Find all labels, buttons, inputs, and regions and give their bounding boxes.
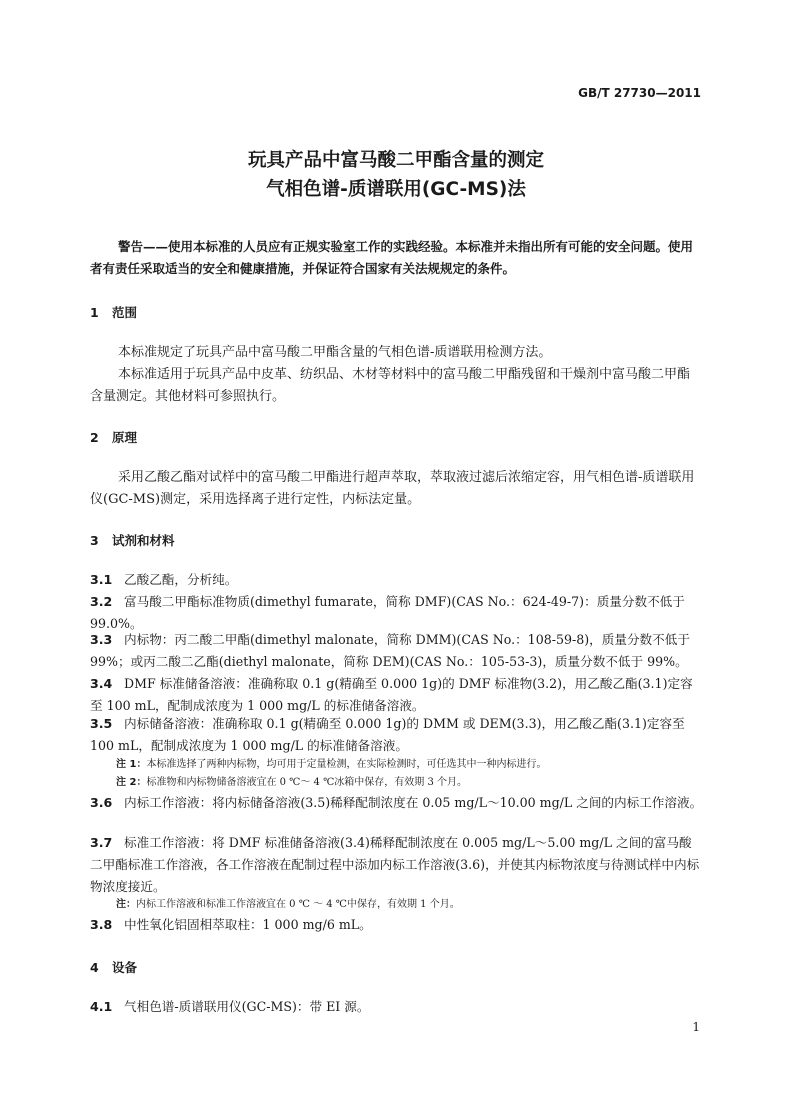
note-text: 标准物和内标物储备溶液宜在 0 ℃～ 4 ℃冰箱中保存，有效期 3 个月。 bbox=[146, 777, 467, 788]
section-1-heading bbox=[90, 303, 137, 321]
clause-text: 内标物：丙二酸二甲酯(dimethyl malonate，简称 DMM)(CAS No.：108-59-8)，质量分数不低于 99%；或丙二酸二乙酯(diethyl malonate，简称 DEM)(CAS No.：105-53-3)，质量分数不低于 99%。 bbox=[90, 632, 690, 669]
clause-number: 3.2 bbox=[90, 594, 113, 609]
clause-text: 标准工作溶液：将 DMF 标准储备溶液(3.4)稀释配制浓度在 0.005 mg/L～5.00 mg/L 之间的富马酸二甲酯标准工作溶液，各工作溶液在配制过程中添加内标工作溶液(3.6)，并使其内标物浓度与待测试样中内标物浓度接近。 bbox=[90, 835, 700, 894]
clause-number: 3.5 bbox=[90, 716, 113, 731]
note-text: 内标工作溶液和标准工作溶液宜在 0 ℃ ～ 4 ℃中保存，有效期 1 个月。 bbox=[136, 899, 460, 910]
note-2 bbox=[116, 774, 704, 792]
clause-text: 乙酸乙酯，分析纯。 bbox=[124, 572, 238, 587]
note-label: 注 1： bbox=[116, 759, 147, 770]
clause-3-6 bbox=[90, 792, 704, 814]
note-label: 注 2： bbox=[116, 777, 147, 788]
title-line-1: 玩具产品中富马酸二甲酯含量的测定 bbox=[247, 150, 544, 171]
section-title: 设备 bbox=[112, 960, 138, 975]
note-label: 注： bbox=[116, 899, 136, 910]
document-title bbox=[0, 146, 792, 204]
clause-number: 3.7 bbox=[90, 835, 113, 850]
title-line-2: 气相色谱-质谱联用(GC-MS)法 bbox=[266, 179, 526, 200]
scope-paragraph-1: 本标准规定了玩具产品中富马酸二甲酯含量的气相色谱-质谱联用检测方法。 bbox=[118, 345, 552, 360]
clause-number: 3.4 bbox=[90, 676, 113, 691]
clause-number: 3.3 bbox=[90, 632, 113, 647]
section-title: 范围 bbox=[112, 305, 138, 320]
clause-text: 内标工作溶液：将内标储备溶液(3.5)稀释配制浓度在 0.05 mg/L～10.00 mg/L 之间的内标工作溶液。 bbox=[124, 795, 703, 810]
clause-3-7 bbox=[90, 832, 704, 898]
clause-text: 气相色谱-质谱联用仪(GC-MS)：带 EI 源。 bbox=[124, 999, 370, 1014]
clause-3-5 bbox=[90, 713, 704, 757]
clause-3-4 bbox=[90, 673, 704, 717]
section-title: 试剂和材料 bbox=[112, 533, 175, 548]
section-number: 2 bbox=[90, 430, 99, 445]
section-number: 1 bbox=[90, 305, 99, 320]
section-3-heading bbox=[90, 531, 175, 549]
clause-text: DMF 标准储备溶液：准确称取 0.1 g(精确至 0.000 1g)的 DMF 标准物(3.2)，用乙酸乙酯(3.1)定容至 100 mL，配制成浓度为 1 000 mg/L 的标准储备溶液。 bbox=[90, 676, 693, 713]
section-2-heading bbox=[90, 428, 137, 446]
section-4-heading bbox=[90, 958, 137, 976]
clause-3-1 bbox=[90, 569, 704, 591]
principle-paragraph: 采用乙酸乙酯对试样中的富马酸二甲酯进行超声萃取，萃取液过滤后浓缩定容，用气相色谱-质谱联用仪(GC-MS)测定，采用选择离子进行定性，内标法定量。 bbox=[90, 470, 695, 507]
warning-paragraph: 警告——使用本标准的人员应有正规实验室工作的实践经验。本标准并未指出所有可能的安全问题。使用者有责任采取适当的安全和健康措施，并保证符合国家有关法规规定的条件。 bbox=[90, 239, 694, 276]
note-1 bbox=[116, 756, 704, 774]
clause-4-1 bbox=[90, 996, 704, 1018]
clause-text: 富马酸二甲酯标准物质(dimethyl fumarate，简称 DMF)(CAS No.：624-49-7)：质量分数不低于 99.0%。 bbox=[90, 594, 685, 631]
scope-paragraph-2: 本标准适用于玩具产品中皮革、纺织品、木材等材料中的富马酸二甲酯残留和干燥剂中富马酸二甲酯含量测定。其他材料可参照执行。 bbox=[90, 367, 691, 404]
clause-number: 3.8 bbox=[90, 917, 113, 932]
clause-3-3 bbox=[90, 629, 704, 673]
section-title: 原理 bbox=[112, 430, 138, 445]
note-text: 本标准选择了两种内标物，均可用于定量检测，在实际检测时，可任选其中一种内标进行。 bbox=[146, 759, 547, 770]
clause-number: 3.1 bbox=[90, 572, 113, 587]
section-number: 3 bbox=[90, 533, 99, 548]
clause-text: 中性氧化铝固相萃取柱：1 000 mg/6 mL。 bbox=[124, 917, 372, 932]
clause-3-8 bbox=[90, 914, 704, 936]
clause-number: 3.6 bbox=[90, 795, 113, 810]
clause-text: 内标储备溶液：准确称取 0.1 g(精确至 0.000 1g)的 DMM 或 DEM(3.3)，用乙酸乙酯(3.1)定容至 100 mL，配制成浓度为 1 000 mg/L 的标准储备溶液。 bbox=[90, 716, 685, 753]
note-3 bbox=[116, 896, 704, 914]
standard-code: GB/T 27730—2011 bbox=[578, 86, 701, 100]
section-number: 4 bbox=[90, 960, 99, 975]
page-number: 1 bbox=[692, 1020, 700, 1034]
clause-number: 4.1 bbox=[90, 999, 113, 1014]
